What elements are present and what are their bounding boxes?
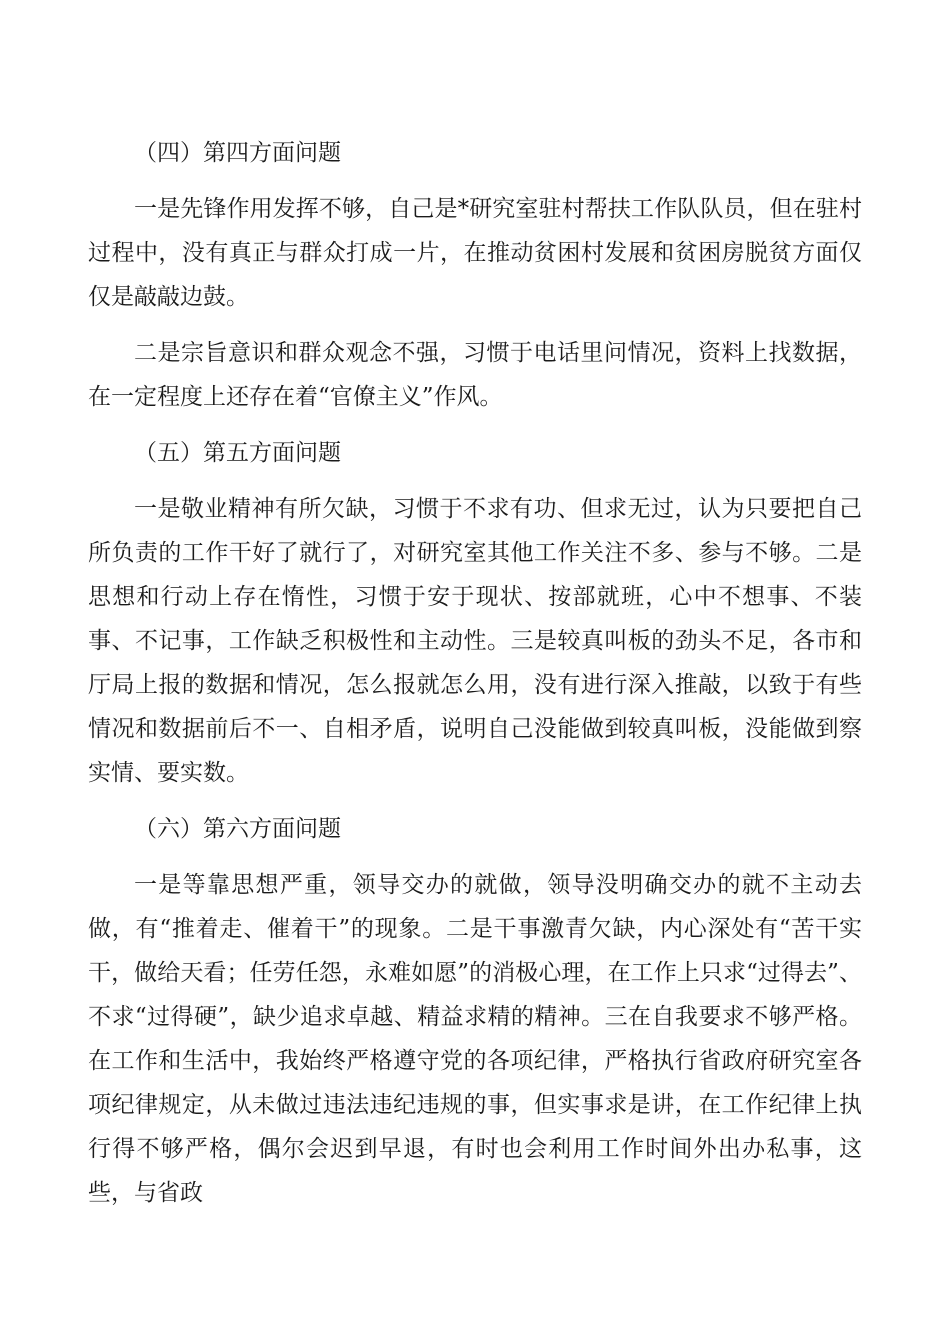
section-heading-6: （六）第六方面问题 [134,816,341,842]
section-6-paragraph-1: 一是等靠思想严重，领导交办的就做，领导没明确交办的就不主动去做，有“推着走、催着干”的现象。二是干事激青欠缺，内心深处有“苦干实干，做给天看；任劳任怨，永难如愿”的消极心理，在工作上只求“过得去”、不求“过得硬”，缺少追求卓越、精益求精的精神。三在自我要求不够严格。在工作和生活中，我始终严格遵守党的各项纪律，严格执行省政府研究室各项纪律规定，从未做过违法违纪违规的事，但实事求是讲，在工作纪律上执行得不够严格，偶尔会迟到早退，有时也会利用工作时间外出办私事，这些，与省政 [88,872,862,1206]
document-body [88,131,862,1227]
section-heading-5: （五）第五方面问题 [134,440,341,466]
section-5-paragraph-1: 一是敬业精神有所欠缺，习惯于不求有功、但求无过，认为只要把自己所负责的工作干好了就行了，对研究室其他工作关注不多、参与不够。二是思想和行动上存在惰性，习惯于安于现状、按部就班，心中不想事、不装事、不记事，工作缺乏积极性和主动性。三是较真叫板的劲头不足，各市和厅局上报的数据和情况，怎么报就怎么用，没有进行深入推敲，以致于有些情况和数据前后不一、自相矛盾，说明自己没能做到较真叫板，没能做到察实情、要实数。 [88,496,862,786]
section-heading-4: （四）第四方面问题 [134,140,341,166]
section-4-paragraph-1: 一是先锋作用发挥不够，自己是*研究室驻村帮扶工作队队员，但在驻村过程中，没有真正与群众打成一片，在推动贫困村发展和贫困房脱贫方面仅仅是敲敲边鼓。 [88,196,862,310]
section-4-paragraph-2: 二是宗旨意识和群众观念不强，习惯于电话里问情况，资料上找数据，在一定程度上还存在着“官僚主义”作风。 [88,340,862,410]
